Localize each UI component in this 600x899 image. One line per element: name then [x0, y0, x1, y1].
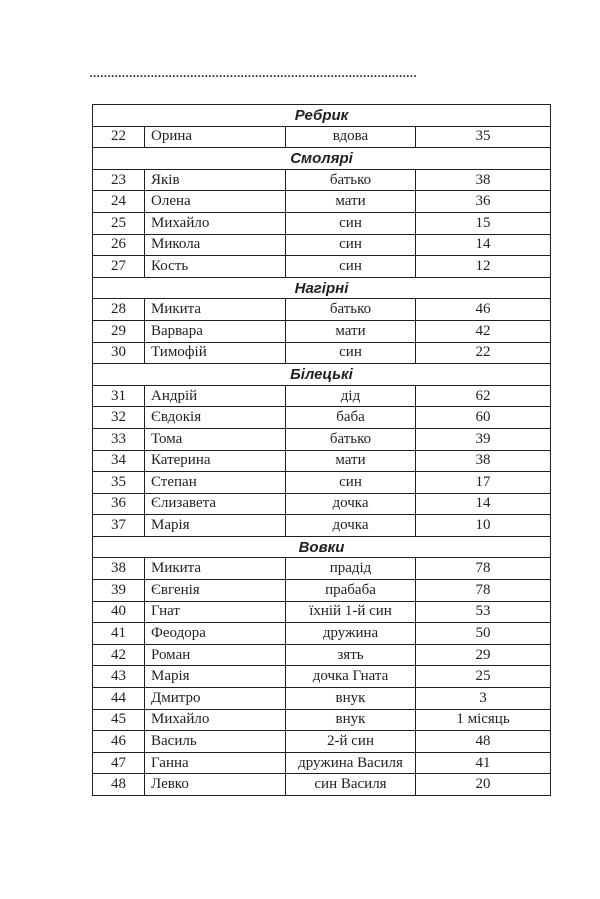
cell-age: 46	[416, 299, 551, 321]
cell-age: 22	[416, 342, 551, 364]
cell-number: 34	[93, 450, 145, 472]
cell-name: Микита	[145, 299, 286, 321]
table-row	[93, 644, 551, 666]
cell-number: 43	[93, 666, 145, 688]
cell-name: Тома	[145, 428, 286, 450]
cell-role: прабаба	[286, 580, 416, 602]
cell-age: 39	[416, 428, 551, 450]
table-row	[93, 407, 551, 429]
table-row	[93, 774, 551, 796]
cell-age: 36	[416, 191, 551, 213]
table-row	[93, 428, 551, 450]
cell-number: 47	[93, 752, 145, 774]
cell-name: Михайло	[145, 709, 286, 731]
cell-number: 23	[93, 169, 145, 191]
cell-number: 36	[93, 493, 145, 515]
cell-role: баба	[286, 407, 416, 429]
cell-age: 62	[416, 385, 551, 407]
cell-name: Яків	[145, 169, 286, 191]
table-row	[93, 191, 551, 213]
cell-age: 48	[416, 731, 551, 753]
cell-age: 42	[416, 320, 551, 342]
cell-role: син	[286, 234, 416, 256]
group-title: Ребрик	[93, 105, 551, 127]
cell-name: Тимофій	[145, 342, 286, 364]
table-row	[93, 558, 551, 580]
cell-role: дочка	[286, 515, 416, 537]
cell-age: 78	[416, 580, 551, 602]
cell-name: Марія	[145, 515, 286, 537]
cell-age: 29	[416, 644, 551, 666]
cell-age: 10	[416, 515, 551, 537]
cell-name: Кость	[145, 256, 286, 278]
cell-role: батько	[286, 428, 416, 450]
cell-role: син	[286, 212, 416, 234]
cell-age: 12	[416, 256, 551, 278]
cell-age: 53	[416, 601, 551, 623]
cell-role: батько	[286, 299, 416, 321]
cell-role: 2-й син	[286, 731, 416, 753]
table-row	[93, 752, 551, 774]
cell-number: 28	[93, 299, 145, 321]
cell-name: Роман	[145, 644, 286, 666]
cell-name: Єлизавета	[145, 493, 286, 515]
cell-number: 39	[93, 580, 145, 602]
table-row	[93, 580, 551, 602]
table-row	[93, 709, 551, 731]
table-row	[93, 515, 551, 537]
cell-age: 41	[416, 752, 551, 774]
cell-number: 29	[93, 320, 145, 342]
cell-age: 14	[416, 234, 551, 256]
cell-age: 78	[416, 558, 551, 580]
table-row	[93, 493, 551, 515]
cell-role: їхній 1-й син	[286, 601, 416, 623]
cell-name: Микола	[145, 234, 286, 256]
table-row	[93, 320, 551, 342]
cell-age: 25	[416, 666, 551, 688]
group-title: Нагірні	[93, 277, 551, 299]
table-row	[93, 212, 551, 234]
cell-age: 14	[416, 493, 551, 515]
cell-number: 42	[93, 644, 145, 666]
table-row	[93, 450, 551, 472]
group-header-row	[93, 536, 551, 558]
cell-number: 33	[93, 428, 145, 450]
table-row	[93, 688, 551, 710]
group-header-row	[93, 277, 551, 299]
cell-role: син Василя	[286, 774, 416, 796]
cell-age: 15	[416, 212, 551, 234]
cell-age: 1 місяць	[416, 709, 551, 731]
cell-age: 17	[416, 472, 551, 494]
cell-name: Орина	[145, 126, 286, 148]
cell-number: 46	[93, 731, 145, 753]
cell-age: 3	[416, 688, 551, 710]
group-title: Білецькі	[93, 364, 551, 386]
cell-name: Ганна	[145, 752, 286, 774]
cell-name: Євдокія	[145, 407, 286, 429]
cell-age: 38	[416, 169, 551, 191]
cell-name: Варвара	[145, 320, 286, 342]
cell-role: внук	[286, 709, 416, 731]
cell-number: 38	[93, 558, 145, 580]
cell-number: 35	[93, 472, 145, 494]
group-header-row	[93, 105, 551, 127]
cell-number: 45	[93, 709, 145, 731]
table-row	[93, 601, 551, 623]
cell-age: 50	[416, 623, 551, 645]
table-row	[93, 666, 551, 688]
table-row	[93, 256, 551, 278]
cell-name: Гнат	[145, 601, 286, 623]
cell-role: вдова	[286, 126, 416, 148]
cell-role: прадід	[286, 558, 416, 580]
cell-name: Дмитро	[145, 688, 286, 710]
cell-role: син	[286, 472, 416, 494]
cell-number: 26	[93, 234, 145, 256]
cell-name: Марія	[145, 666, 286, 688]
family-table	[92, 104, 551, 796]
cell-name: Микита	[145, 558, 286, 580]
cell-role: батько	[286, 169, 416, 191]
cell-role: син	[286, 256, 416, 278]
group-title: Смолярі	[93, 148, 551, 170]
cell-name: Олена	[145, 191, 286, 213]
cell-number: 22	[93, 126, 145, 148]
cell-age: 38	[416, 450, 551, 472]
cell-name: Феодора	[145, 623, 286, 645]
cell-role: дід	[286, 385, 416, 407]
cell-name: Андрій	[145, 385, 286, 407]
cell-name: Степан	[145, 472, 286, 494]
table-row	[93, 472, 551, 494]
cell-role: мати	[286, 320, 416, 342]
group-header-row	[93, 364, 551, 386]
table-row	[93, 234, 551, 256]
cell-number: 48	[93, 774, 145, 796]
cell-role: дружина	[286, 623, 416, 645]
table-row	[93, 623, 551, 645]
cell-name: Михайло	[145, 212, 286, 234]
cell-role: зять	[286, 644, 416, 666]
cell-role: дружина Василя	[286, 752, 416, 774]
group-title: Вовки	[93, 536, 551, 558]
cell-name: Катерина	[145, 450, 286, 472]
cell-name: Левко	[145, 774, 286, 796]
table-row	[93, 299, 551, 321]
cell-number: 37	[93, 515, 145, 537]
cell-name: Василь	[145, 731, 286, 753]
cell-role: мати	[286, 450, 416, 472]
cell-number: 24	[93, 191, 145, 213]
table-row	[93, 731, 551, 753]
cell-role: внук	[286, 688, 416, 710]
table-row	[93, 342, 551, 364]
cell-number: 32	[93, 407, 145, 429]
cell-number: 41	[93, 623, 145, 645]
cell-number: 25	[93, 212, 145, 234]
table-row	[93, 126, 551, 148]
family-table-body	[93, 105, 551, 796]
cell-number: 30	[93, 342, 145, 364]
cell-name: Євгенія	[145, 580, 286, 602]
cell-number: 40	[93, 601, 145, 623]
cell-age: 20	[416, 774, 551, 796]
cell-number: 27	[93, 256, 145, 278]
cell-age: 35	[416, 126, 551, 148]
cell-number: 44	[93, 688, 145, 710]
cell-role: мати	[286, 191, 416, 213]
table-row	[93, 385, 551, 407]
group-header-row	[93, 148, 551, 170]
cell-number: 31	[93, 385, 145, 407]
cell-role: син	[286, 342, 416, 364]
cell-role: дочка	[286, 493, 416, 515]
header-dotted-rule: ...........................................................................................	[90, 68, 418, 78]
cell-age: 60	[416, 407, 551, 429]
cell-role: дочка Гната	[286, 666, 416, 688]
table-row	[93, 169, 551, 191]
